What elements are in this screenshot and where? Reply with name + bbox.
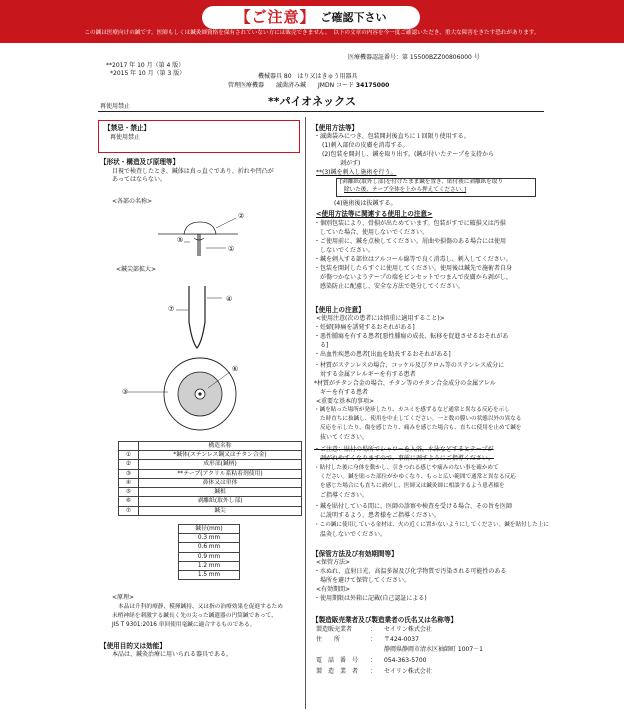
maker-value: セイリン株式会社 — [384, 668, 432, 675]
caution-line: ・ご使用前に、鍼を点検してください。屑曲や損傷のある場合には使用 — [314, 238, 507, 245]
maker-label: 電 話 番 号 — [316, 657, 359, 664]
principle-title: <原理> — [112, 594, 135, 601]
principle-line-2: 未梢神経を刺激する鍼長く先の尖った鍼遺器の円筒鍼であって、 — [112, 613, 277, 619]
marker-3: ③ — [122, 388, 129, 396]
tape-note-1: [剥離紙(取外し部)を付けたまま鍼を置き、貼付後に剥離紙を取り — [340, 179, 503, 185]
table-row: 1.2 mm — [179, 561, 240, 570]
reuse-prohibited: 再使用禁止 — [100, 103, 131, 110]
table-row: ⑦ 鍼尖 — [119, 506, 302, 515]
precaution-line: ・材質がステンレスの場合、コッケル及びクロム等のステンレス成分に — [314, 362, 505, 369]
precaution-line: 抜いてください。 — [320, 434, 369, 441]
method-line-5: **(3)鍼を刺入し施術を行う。 — [316, 169, 397, 176]
method-line-4: 剥がす) — [340, 160, 361, 167]
needle-diagram — [98, 198, 298, 438]
warning-title: 【禁忌・禁止】 — [104, 124, 151, 132]
method-line-6: (4)施術後は抜鍼する。 — [334, 200, 397, 207]
shape-text-2: あってはならない。 — [112, 176, 166, 183]
precaution-line: 反応を示したり、傷を感じたり、痛みを感じた場合も、直ちに使用を止めて鍼を — [320, 425, 522, 431]
table-row: 0.6 mm — [179, 543, 240, 552]
method-title: 【使用方法等】 — [312, 124, 359, 132]
precaution-title: 【使用上の注意】 — [312, 306, 365, 314]
principle-line-1: 本品は升科的療静、模揮鍼持、又は指の治療効果を促進するため — [118, 604, 283, 610]
precaution-line: ご指導ください。 — [320, 492, 369, 499]
maker-colon: ： — [370, 626, 377, 633]
enlarged-tip-label: <鍼尖部拡大> — [116, 266, 157, 273]
product-name: **パイオネックス — [268, 95, 356, 108]
table-row: ⑥ 剥離紙(取外し部) — [119, 497, 302, 506]
principle-line-3: JIS T 9301:2016 単回使用毫鍼に適合するものである。 — [112, 622, 256, 628]
maker-title: 【製造販売業者及び製造業者の氏名又は名称等】 — [312, 616, 458, 624]
caution-line: が傷つかないようテープの端をピンセットでつまんで皮膚から剥がし、 — [320, 274, 512, 281]
table-row: 0.9 mm — [179, 552, 240, 561]
table-row: ④ 鼻体又は単体 — [119, 478, 302, 487]
table-row: ⑤ 鍼根 — [119, 488, 302, 497]
structure-header: 構造名称 — [139, 442, 302, 451]
revision-1: **2017 年 10 月（第 4 版） — [106, 62, 185, 69]
marker-6: ⑥ — [232, 365, 239, 373]
marker-2: ② — [238, 212, 245, 220]
storage-line: <有効期間> — [316, 586, 351, 593]
precaution-line: に説明するよう、患者様をご指導ください。 — [320, 512, 441, 519]
shape-title: 【形状・構造及び原理等】 — [100, 158, 180, 166]
maker-label: 製 造 業 者 — [316, 668, 359, 675]
storage-line: ・使用期限は外箱に記載(自己認証による) — [314, 595, 427, 602]
banner-subtitle: この鍼は医療向けの鍼です。医師もしくは鍼灸師資格を保有されていない方には販売できません。 以下の文章の内容を今一度ご確認いただき、重大な障害をきたす恐れがあります。 — [84, 30, 540, 36]
precaution-line: <重要な基本的事項> — [316, 398, 375, 405]
precaution-line: ください。鍼を貼った部位がかゆくなり、もっと広い範囲で通常と異なる反応 — [320, 474, 516, 480]
method-line-3: (2)包装を開封し、鍼を取り出す。(鍼が付いたテープを支持から — [322, 151, 495, 158]
storage-title: 【保管方法及び有効期間等】 — [312, 550, 398, 558]
precaution-line: ・貼付した後に身体を動かし、引きつれる感じや痛みのない事を確かめて — [314, 465, 499, 471]
maker-value: セイリン株式会社 — [384, 626, 432, 633]
table-row: ② 成形部(鍼柄) — [119, 460, 302, 469]
parts-title: <各部の名称> — [112, 198, 153, 205]
precaution-line: 温灸しないでください。 — [320, 531, 387, 538]
struck-line: 剥がれやすくなりますので、事前に剥すようにご指導ください。 — [320, 455, 494, 462]
column-divider — [305, 117, 306, 709]
usage-caution-title: <使用方法等に関連する使用上の注意> — [316, 210, 433, 218]
table-row: 0.3 mm — [179, 534, 240, 543]
marker-7: ⑦ — [168, 305, 175, 313]
caution-line: しないでください。 — [320, 247, 375, 254]
storage-line: 場所を避けて保管してください。 — [320, 577, 411, 584]
maker-colon: ： — [370, 657, 377, 664]
method-line-1: ・滅菌袋みにつき、包装開封後直ちに１回限り使用する。 — [314, 133, 470, 140]
precaution-line: ・出血性疾患の患者[出血を助長するおそれがある] — [314, 351, 451, 358]
purpose-text: 本品は、鍼灸治療に用いられる器具である。 — [112, 651, 233, 658]
confirm-text: ご確認下さい — [320, 10, 387, 24]
marker-1a: ① — [228, 245, 235, 253]
maker-value: 054-363-5700 — [384, 657, 427, 664]
diameter-table — [178, 524, 240, 580]
storage-line: <保管方法> — [316, 559, 351, 566]
maker-label: 住 所 — [316, 636, 341, 643]
approval-number: 医療機器認証番号：第 15500BZZ00806000 号 — [348, 54, 480, 61]
precaution-line: <使用注意(次の患者には慎重に適用すること)> — [316, 315, 445, 322]
revision-2: *2015 年 10 月（第 3 版） — [110, 70, 186, 77]
precaution-line: た時直ちに抜鍼し、使用を中止してください。一と数の膜いの状態以外の異なる — [320, 416, 522, 422]
class-line: 機械器具 80 はり又はきゅう用器具 — [258, 73, 358, 80]
precaution-line: *材質がチタン合金の場合、チタン等のチタン合金成分の金属アレル — [314, 380, 496, 387]
marker-5: ⑤ — [177, 236, 184, 244]
caution-title: 【ご注意】 — [235, 7, 316, 26]
structure-table — [118, 441, 302, 516]
storage-line: ・水ぬれ、直射日光、高温多湿及び化学物質で汚染される可能性のある — [314, 568, 507, 575]
precaution-line: る] — [320, 342, 329, 349]
caution-line: していた場合、使用しないでください。 — [320, 229, 429, 236]
caution-line: ・鍼を刺入する部位はアルコール綿等で良く消毒し、刺入してください。 — [314, 256, 512, 263]
precaution-line: 対する金属アレルギーを有する患者 — [320, 371, 416, 378]
category-line: 管理医療機器 滅菌済み鍼 JMDN コード 34175000 — [228, 82, 390, 89]
caution-line: ・包装を開封したらすぐに使用してください。使用後は鍼先で施術者自身 — [314, 265, 513, 272]
struck-line: ・ご注意：貼付の場所でシャワーを入浴、水泳などするとテープが — [314, 446, 494, 453]
caution-line: 感染防止に配慮し、安全な方法で処分してください。 — [320, 283, 465, 290]
maker-colon: ： — [370, 636, 377, 643]
jmdn-code: 34175000 — [355, 82, 390, 89]
caution-line: ・個別包装により、骨損が出ためています。包装がすでに破損又は汚損 — [314, 220, 506, 227]
maker-address: 静岡県静岡市清水区袖師町 1007－1 — [384, 646, 483, 653]
header-rule — [98, 111, 544, 112]
precaution-line: ・この鍼に使用している金材は、火の近くに置かないようにしてください。鍼を貼付した上に — [314, 522, 549, 528]
tape-note-2: 除いた後、テープ全体を上から押えてください。] — [344, 187, 467, 193]
marker-4: ④ — [226, 295, 233, 303]
purpose-title: 【使用目的又は効能】 — [100, 642, 166, 650]
precaution-line: ・鍼を貼付している間に、医師の診察や検査を受ける場合、その旨を医師 — [314, 503, 513, 510]
precaution-line: ・悪性腫瘍を有する患者[悪性腫瘍の成長、転移を促進させるおそれがあ — [314, 333, 509, 340]
table-row: 1.5 mm — [179, 571, 240, 580]
precaution-line: ・鍼を貼った場所が発疹したり、カユミを感ずるなど通常と異なる反応を示し — [314, 407, 510, 413]
precaution-line: を感じた場合にも直ちに剥がし、医師又は鍼灸師に相談するよう患者様を — [320, 483, 505, 489]
maker-colon: ： — [370, 668, 377, 675]
table-row: ① *鍼体(ステンレス鋼又はチタン合金) — [119, 451, 302, 460]
shape-text-1: 目視で検査したとき、鍼体は真っ直ぐであり、折れや凹凸が — [112, 168, 274, 175]
diameter-header: 鍼径(mm) — [179, 525, 240, 534]
maker-value: 〒424-0037 — [384, 636, 419, 643]
caution-banner — [0, 0, 624, 43]
maker-label: 製造販売業者 — [316, 626, 353, 633]
precaution-line: ギーを有する患者 — [320, 389, 369, 396]
table-row: ③ **テープ(アクリル系粘着剤使用) — [119, 469, 302, 478]
method-line-2: (1)刺入部位の皮膚を消毒する。 — [322, 142, 409, 149]
caution-pill — [202, 6, 420, 29]
precaution-line: ・妊婦[陣痛を誘発するおそれがある] — [314, 324, 415, 331]
warning-text: 再使用禁止 — [110, 134, 141, 141]
